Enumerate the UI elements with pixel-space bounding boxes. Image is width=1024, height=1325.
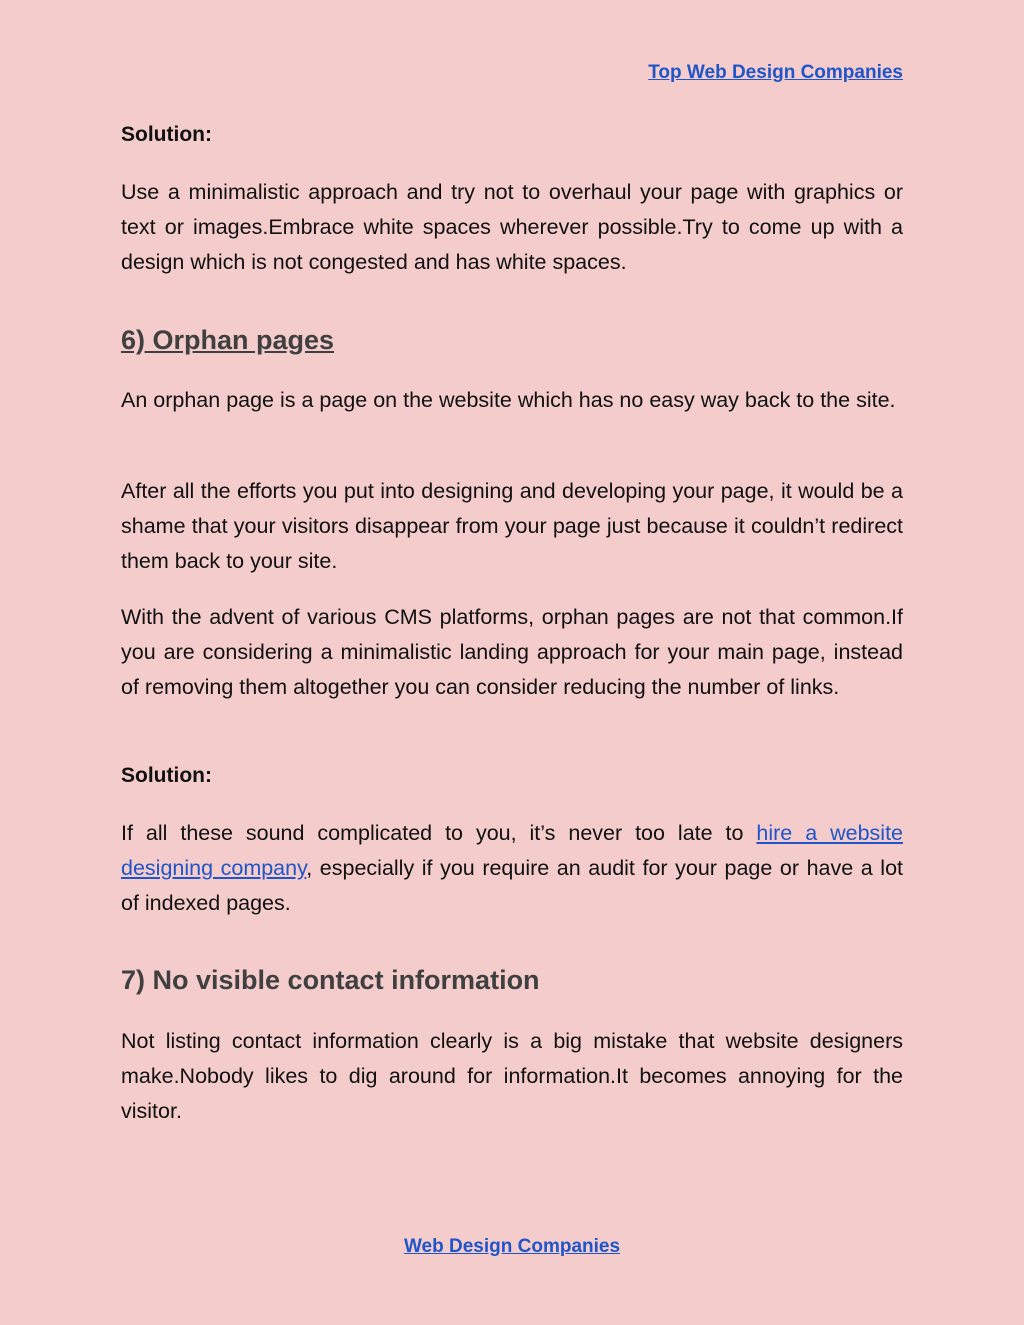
orphan-solution-text-before: If all these sound complicated to you, it’s never too late to bbox=[121, 821, 757, 845]
hire-website-designing-company-link[interactable]: hire a website designing company bbox=[121, 821, 903, 880]
orphan-paragraph-1: An orphan page is a page on the website which has no easy way back to the site. bbox=[121, 388, 896, 412]
section-heading-contact-information: 7) No visible contact information bbox=[121, 965, 540, 995]
orphan-solution-text-after: , especially if you require an audit for your page or have a lot of indexed pages. bbox=[121, 856, 904, 915]
solution-label: Solution: bbox=[121, 123, 212, 146]
orphan-solution-label: Solution: bbox=[121, 764, 212, 787]
orphan-paragraph-3: With the advent of various CMS platforms, orphan pages are not that common.If you are considering a minimalistic landing approach for your main page, instead of removing them altogether you can consider reducing the number of links. bbox=[121, 605, 903, 699]
document-page bbox=[121, 0, 903, 1325]
solution-paragraph: Use a minimalistic approach and try not to overhaul your page with graphics or text or images.Embrace white spaces wherever possible.Try to come up with a design which is not congested and has white spaces. bbox=[121, 180, 903, 274]
footer bbox=[121, 1236, 903, 1258]
contact-paragraph: Not listing contact information clearly is a big mistake that website designers make.Nobody likes to dig around for information.It becomes annoying for the visitor. bbox=[121, 1029, 903, 1123]
header-link-top-web-design-companies[interactable]: Top Web Design Companies bbox=[648, 62, 903, 83]
footer-link-web-design-companies[interactable]: Web Design Companies bbox=[403, 1236, 621, 1257]
section-heading-orphan-pages: 6) Orphan pages bbox=[121, 325, 335, 355]
orphan-solution-paragraph bbox=[121, 816, 903, 921]
orphan-paragraph-2: After all the efforts you put into designing and developing your page, it would be a shame that your visitors disappear from your page just because it couldn’t redirect them back to your site. bbox=[121, 479, 903, 573]
